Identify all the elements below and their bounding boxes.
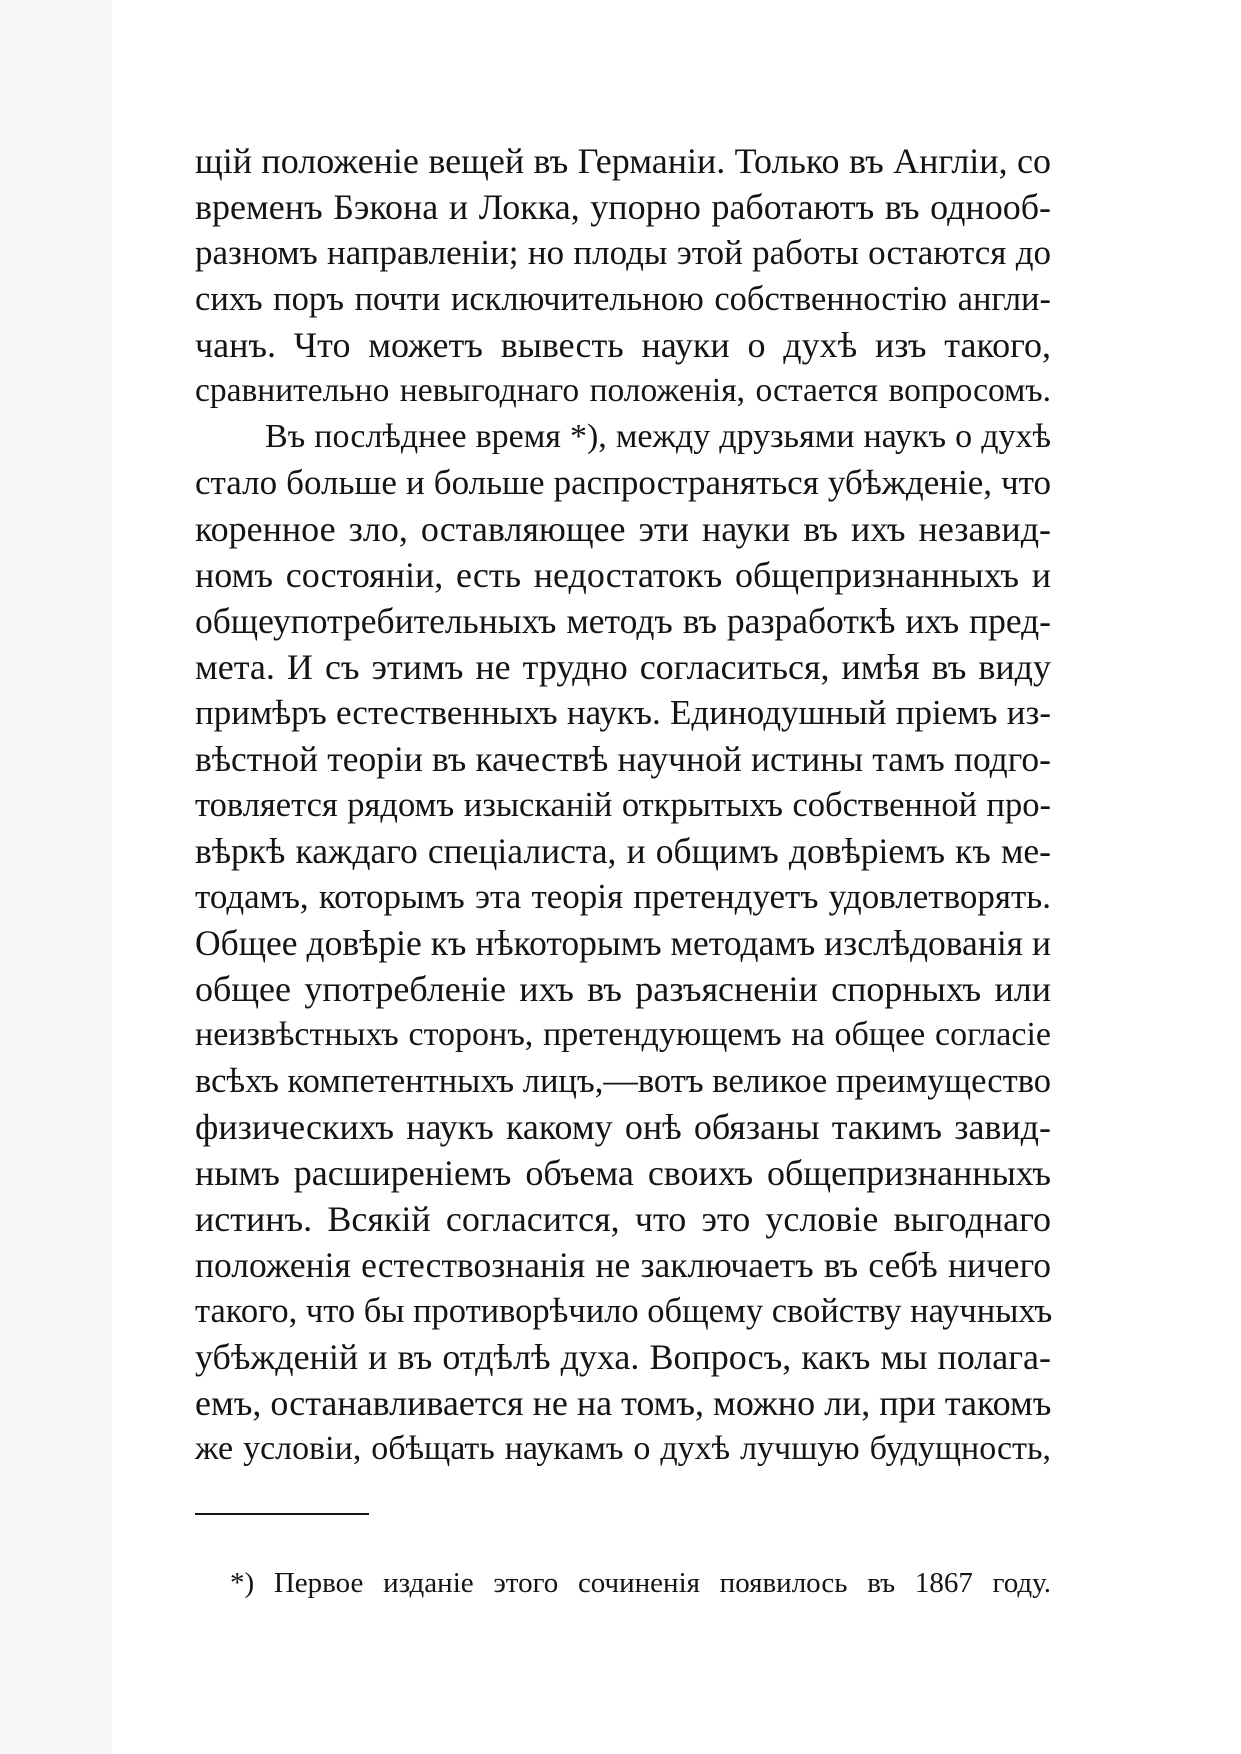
text-line: вѣстной теоріи въ качествѣ научной истины тамъ подго- [195,739,1051,779]
page-body [195,0,1051,1754]
text-line: же условіи, обѣщать наукамъ о духѣ лучшую будущность, [195,1430,1051,1467]
footnote: *) Первое изданіе этого сочиненія появилось въ 1867 году. [230,1567,1051,1599]
text-line: временъ Бэкона и Локка, упорно работаютъ въ однооб- [195,187,1051,227]
text-line: стало больше и больше распространяться убѣжденіе, что [195,463,1051,502]
text-line: всѣхъ компетентныхъ лицъ,—вотъ великое преимущество [195,1062,1051,1100]
text-line: неизвѣстныхъ сторонъ, претендующемъ на общее согласіе [195,1016,1051,1053]
footnote-divider [195,1513,369,1515]
text-line: тодамъ, которымъ эта теорія претендуетъ удовлетворять. [195,877,1051,916]
text-line: номъ состояніи, есть недостатокъ общепризнанныхъ и [195,555,1051,595]
text-line: сихъ поръ почти исключительною собственностію англи- [195,280,1051,318]
text-line: общеупотребительныхъ методъ въ разработкѣ ихъ пред- [195,601,1051,641]
text-line: щій положеніе вещей въ Германіи. Только въ Англіи, со [195,141,1051,181]
scan-margin-shade [0,0,112,1754]
text-line: физическихъ наукъ какому онѣ обязаны такимъ завид- [195,1107,1051,1147]
text-line: чанъ. Что можетъ вывесть науки о духѣ изъ такого, [195,325,1051,365]
text-line: положенія естествознанія не заключаетъ въ себѣ ничего [195,1245,1051,1285]
text-line: примѣръ естественныхъ наукъ. Единодушный пріемъ из- [195,693,1051,732]
text-line: разномъ направленіи; но плоды этой работы остаются до [195,233,1051,272]
text-line: мета. И съ этимъ не трудно согласиться, имѣя въ виду [195,647,1051,687]
text-line: емъ, останавливается не на томъ, можно ли, при такомъ [195,1383,1052,1423]
text-line: вѣркѣ каждаго спеціалиста, и общимъ довѣріемъ къ ме- [195,831,1051,871]
text-line: истинъ. Всякій согласится, что это условіе выгоднаго [195,1199,1051,1239]
text-line: Въ послѣднее время *), между друзьями наукъ о духѣ [265,418,1051,455]
text-line: коренное зло, оставляющее эти науки въ ихъ незавид- [195,509,1051,549]
text-line: нымъ расширеніемъ объема своихъ общепризнанныхъ [195,1153,1051,1193]
text-line: такого, что бы противорѣчило общему свойству научныхъ [195,1292,1053,1330]
text-line: Общее довѣріе къ нѣкоторымъ методамъ изслѣдованія и [195,923,1051,963]
text-line: убѣжденій и въ отдѣлѣ духа. Вопросъ, какъ мы полага- [195,1337,1051,1377]
text-line: товляется рядомъ изысканій открытыхъ собственной про- [195,786,1051,824]
text-line: сравнительно невыгоднаго положенія, остается вопросомъ. [195,372,1051,409]
text-line: общее употребленіе ихъ въ разъясненіи спорныхъ или [195,969,1051,1009]
